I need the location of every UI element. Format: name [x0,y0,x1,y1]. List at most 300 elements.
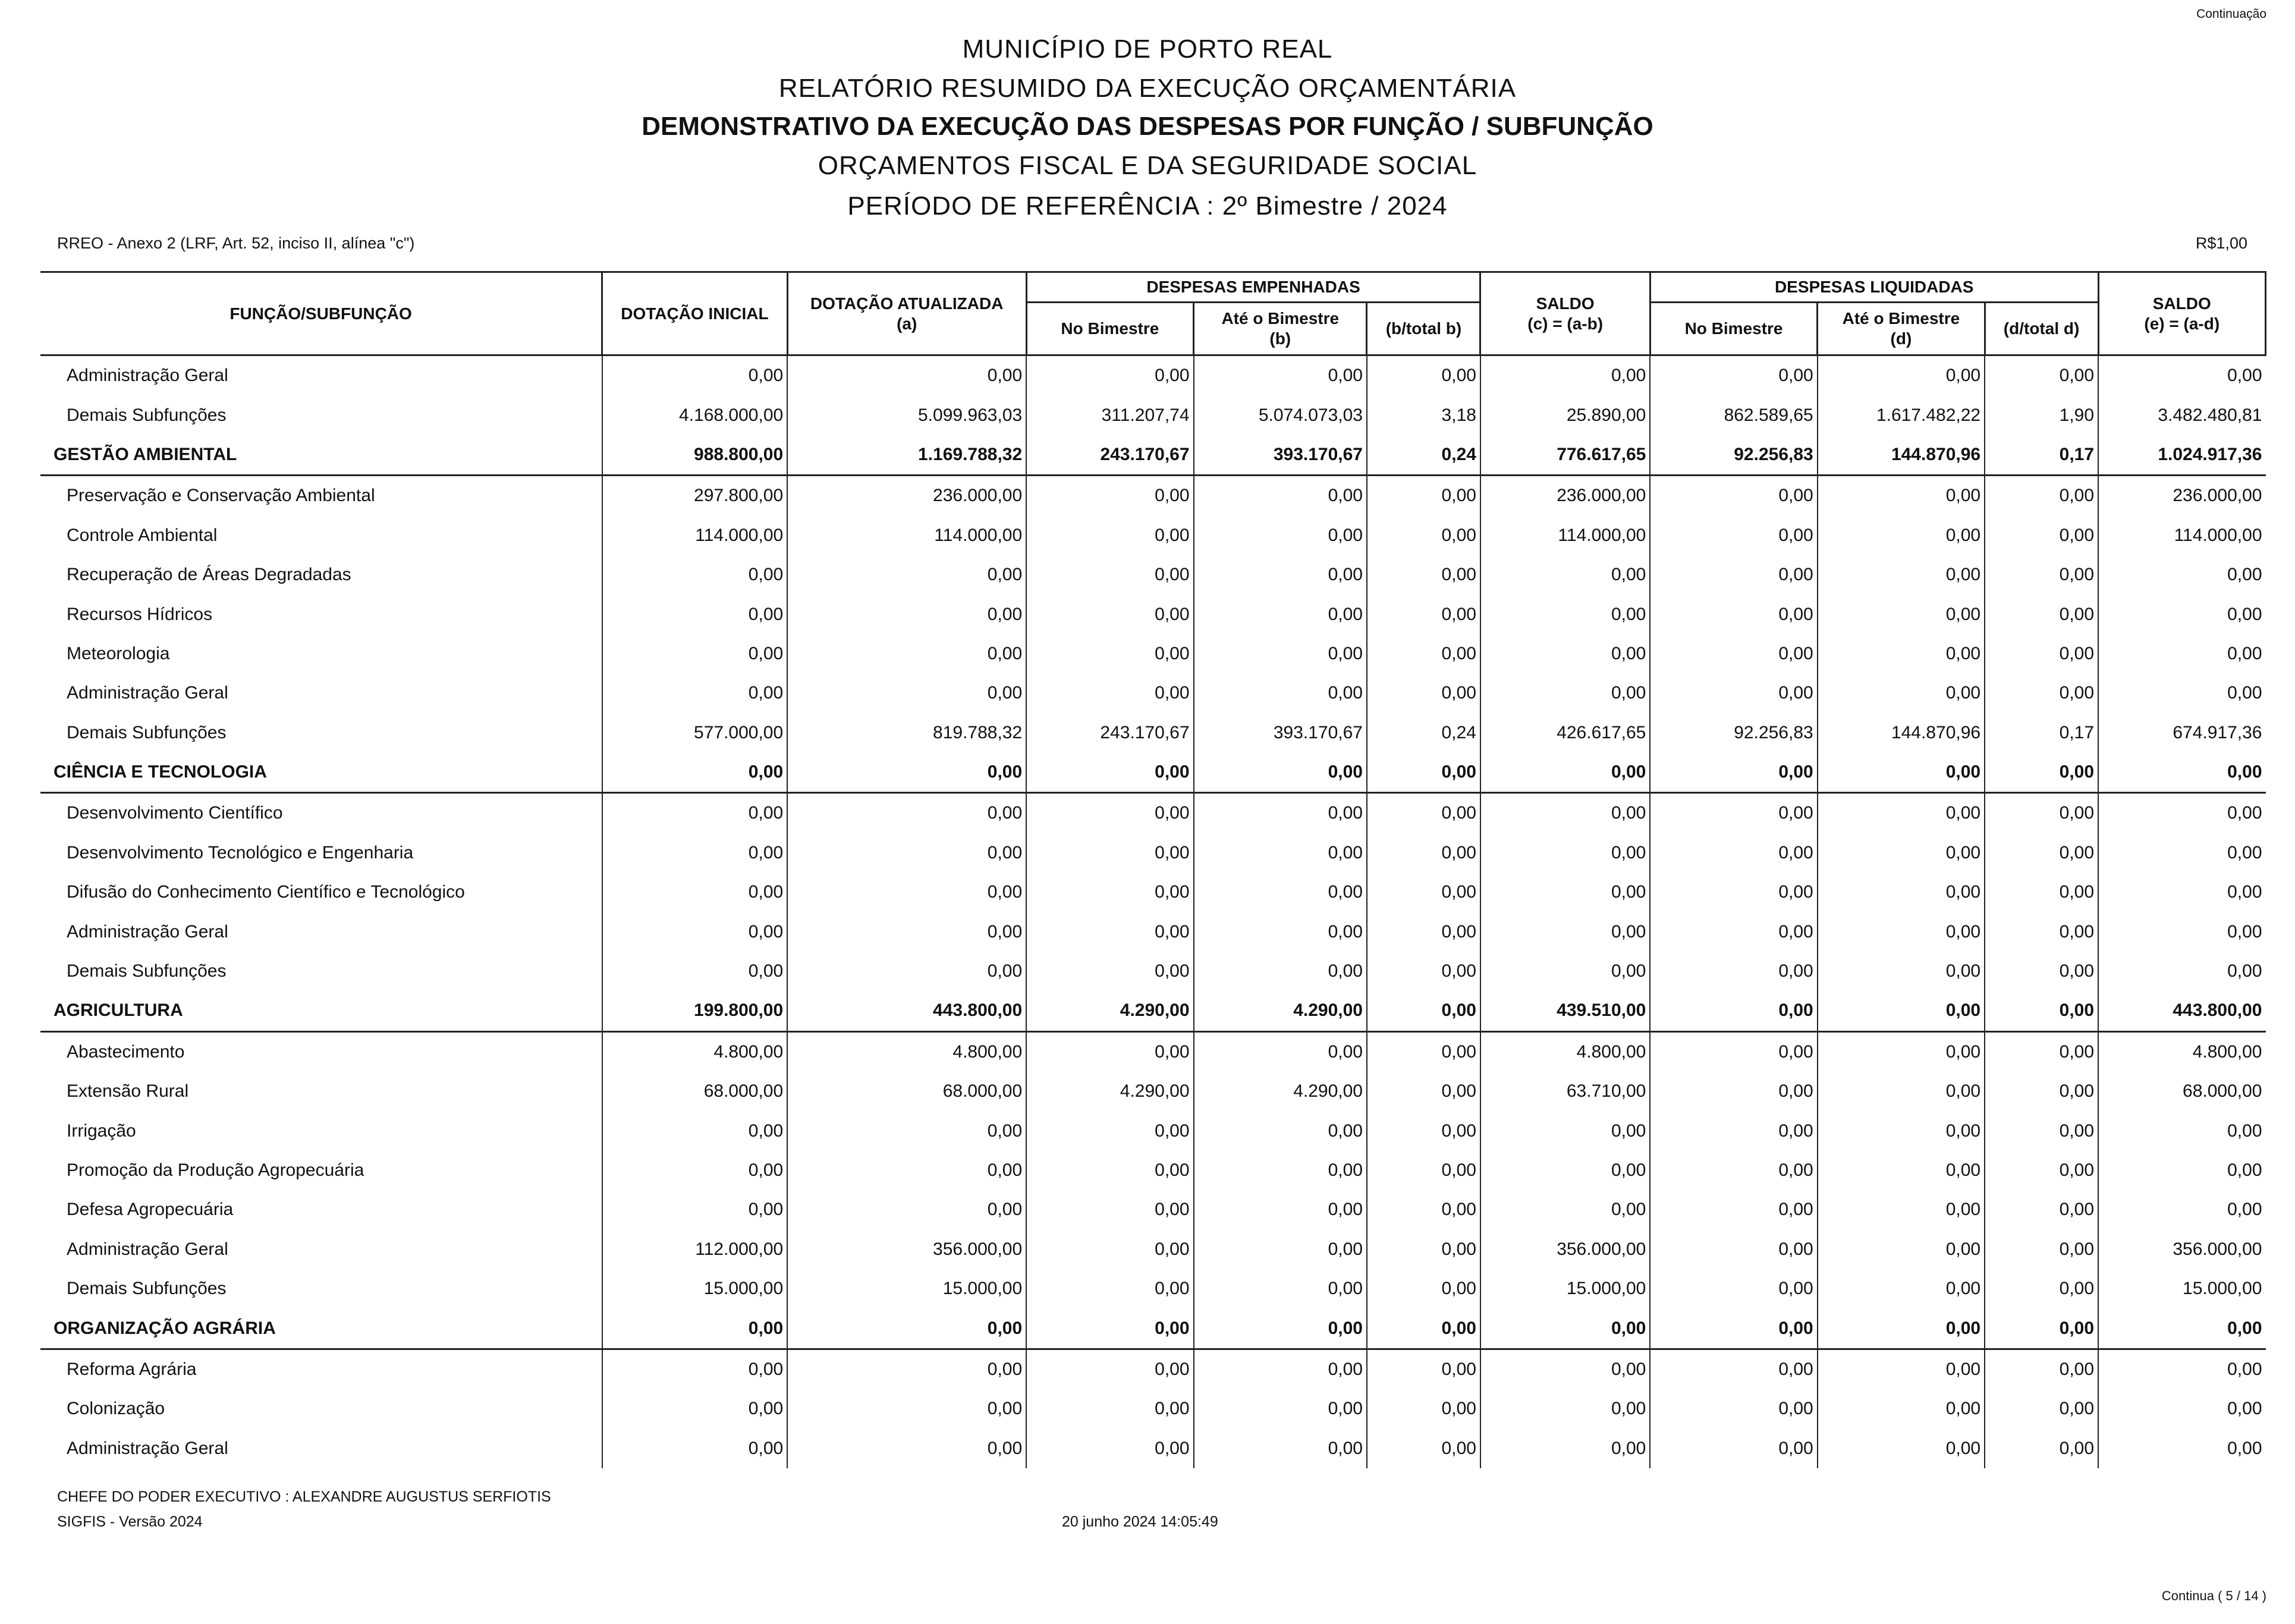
value-cell: 0,00 [787,355,1026,396]
value-cell: 0,00 [1367,634,1480,673]
value-cell: 0,00 [1026,355,1193,396]
value-cell: 0,00 [1026,1111,1193,1150]
value-cell: 243.170,67 [1026,435,1193,476]
value-cell: 243.170,67 [1026,713,1193,753]
value-cell: 0,00 [1194,1429,1367,1468]
value-cell: 4.800,00 [602,1031,788,1072]
value-cell: 0,00 [602,1308,788,1349]
value-cell: 0,00 [602,1190,788,1229]
subfunction-row [40,516,2266,555]
value-cell: 0,00 [1480,1151,1650,1190]
row-label: Desenvolvimento Tecnológico e Engenharia [67,842,414,863]
subfunction-row [40,1349,2266,1389]
value-cell: 0,00 [1818,1072,1985,1111]
value-cell: 0,00 [2098,912,2265,951]
value-cell: 236.000,00 [1480,476,1650,516]
value-cell: 4.800,00 [2098,1031,2265,1072]
value-cell: 0,00 [602,753,788,793]
value-cell: 0,00 [787,1111,1026,1150]
value-cell: 0,00 [1985,1269,2098,1308]
value-cell: 1.617.482,22 [1818,395,1985,435]
value-cell: 0,00 [602,833,788,873]
row-label: Colonização [67,1399,165,1419]
value-cell: 0,00 [1985,912,2098,951]
value-cell: 0,00 [1650,1429,1817,1468]
value-cell: 112.000,00 [602,1230,788,1269]
value-cell: 144.870,96 [1818,435,1985,476]
value-cell: 0,00 [1818,1269,1985,1308]
value-cell: 0,17 [1985,435,2098,476]
row-label: Administração Geral [67,1438,228,1458]
value-cell: 0,00 [1985,833,2098,873]
value-cell: 0,00 [1818,634,1985,673]
value-cell: 1.169.788,32 [787,435,1026,476]
value-cell: 0,00 [1650,516,1817,555]
value-cell: 0,00 [2098,753,2265,793]
subfunction-row [40,1111,2266,1150]
col-updated: DOTAÇÃO ATUALIZADA (a) [787,272,1026,355]
value-cell: 0,00 [787,1349,1026,1389]
value-cell: 988.800,00 [602,435,788,476]
subfunction-row [40,1031,2266,1072]
period-subtitle: PERÍODO DE REFERÊNCIA : 2º Bimestre / 2024 [847,191,1448,221]
value-cell: 674.917,36 [2098,713,2265,753]
value-cell: 0,00 [787,833,1026,873]
value-cell: 0,00 [1026,753,1193,793]
subfunction-row [40,1389,2266,1428]
value-cell: 0,00 [1194,516,1367,555]
value-cell: 0,00 [1818,516,1985,555]
value-cell: 0,00 [1367,952,1480,991]
value-cell: 0,00 [602,912,788,951]
value-cell: 0,00 [1985,634,2098,673]
value-cell: 0,00 [1367,833,1480,873]
row-label: Extensão Rural [67,1081,189,1101]
subfunction-row [40,873,2266,912]
value-cell: 0,00 [2098,1429,2265,1468]
value-cell: 0,00 [2098,873,2265,912]
value-cell: 0,00 [787,1190,1026,1229]
value-cell: 0,00 [2098,793,2265,833]
row-label: AGRICULTURA [40,991,602,1031]
value-cell: 0,00 [1194,1111,1367,1150]
value-cell: 0,00 [1650,912,1817,951]
value-cell: 0,00 [1194,912,1367,951]
value-cell: 0,00 [1480,753,1650,793]
municipality-title: MUNICÍPIO DE PORTO REAL [962,34,1333,64]
value-cell: 0,00 [1818,555,1985,594]
value-cell: 0,00 [1367,516,1480,555]
value-cell: 0,00 [1480,1389,1650,1428]
value-cell: 0,00 [1194,634,1367,673]
value-cell: 0,00 [1026,1429,1193,1468]
value-cell: 0,00 [2098,1190,2265,1229]
value-cell: 4.290,00 [1026,1072,1193,1111]
statement-title: DEMONSTRATIVO DA EXECUÇÃO DAS DESPESAS POR FUNÇÃO / SUBFUNÇÃO [642,112,1653,141]
value-cell: 0,00 [1818,1349,1985,1389]
col-function: FUNÇÃO/SUBFUNÇÃO [40,272,602,355]
row-label: Administração Geral [67,1239,228,1259]
value-cell: 0,00 [1818,594,1985,634]
value-cell: 0,00 [1650,355,1817,396]
value-cell: 0,00 [1367,1230,1480,1269]
value-cell: 0,00 [1026,594,1193,634]
value-cell: 0,00 [1818,873,1985,912]
value-cell: 114.000,00 [787,516,1026,555]
value-cell: 144.870,96 [1818,713,1985,753]
value-cell: 0,00 [2098,1111,2265,1150]
col-committed-pct: (b/total b) [1367,303,1480,355]
value-cell: 0,00 [602,1349,788,1389]
row-label: Controle Ambiental [67,525,218,545]
annex-reference: RREO - Anexo 2 (LRF, Art. 52, inciso II, alínea "c") [57,234,415,252]
value-cell: 0,00 [1818,991,1985,1031]
subfunction-row [40,355,2266,396]
value-cell: 0,00 [1985,952,2098,991]
value-cell: 0,00 [1367,1389,1480,1428]
value-cell: 0,00 [1480,833,1650,873]
value-cell: 114.000,00 [1480,516,1650,555]
row-label: Abastecimento [67,1041,185,1062]
subfunction-row [40,476,2266,516]
row-label: Demais Subfunções [67,961,227,981]
value-cell: 443.800,00 [787,991,1026,1031]
value-cell: 0,00 [787,873,1026,912]
value-cell: 0,00 [1026,1308,1193,1349]
value-cell: 356.000,00 [787,1230,1026,1269]
row-label: Demais Subfunções [67,722,227,742]
value-cell: 0,00 [1367,594,1480,634]
value-cell: 393.170,67 [1194,435,1367,476]
value-cell: 0,00 [787,594,1026,634]
value-cell: 0,00 [1480,1190,1650,1229]
value-cell: 0,00 [1650,1190,1817,1229]
value-cell: 0,00 [1367,753,1480,793]
col-settled-bimester: No Bimestre [1650,303,1817,355]
value-cell: 0,00 [1194,1349,1367,1389]
value-cell: 0,00 [787,1151,1026,1190]
value-cell: 0,00 [1194,1389,1367,1428]
value-cell: 0,00 [1026,793,1193,833]
row-label: Irrigação [67,1121,136,1141]
value-cell: 0,00 [1480,873,1650,912]
value-cell: 0,00 [1480,1349,1650,1389]
value-cell: 0,00 [1650,991,1817,1031]
value-cell: 0,00 [1026,912,1193,951]
value-cell: 0,00 [1367,476,1480,516]
value-cell: 0,00 [1985,516,2098,555]
value-cell: 0,00 [2098,1349,2265,1389]
value-cell: 0,00 [1818,1230,1985,1269]
expenses-table [40,271,2266,1468]
value-cell: 3.482.480,81 [2098,395,2265,435]
value-cell: 1,90 [1985,395,2098,435]
value-cell: 0,00 [1194,1151,1367,1190]
value-cell: 0,00 [1480,1429,1650,1468]
generated-timestamp: 20 junho 2024 14:05:49 [1062,1513,1218,1530]
value-cell: 0,00 [602,673,788,713]
value-cell: 0,00 [787,753,1026,793]
row-label: ORGANIZAÇÃO AGRÁRIA [40,1308,602,1349]
value-cell: 0,00 [1985,594,2098,634]
value-cell: 68.000,00 [602,1072,788,1111]
value-cell: 0,00 [1480,555,1650,594]
value-cell: 0,00 [1985,476,2098,516]
subfunction-row [40,952,2266,991]
row-label: GESTÃO AMBIENTAL [40,435,602,476]
value-cell: 0,00 [1985,1190,2098,1229]
value-cell: 114.000,00 [2098,516,2265,555]
value-cell: 0,00 [2098,833,2265,873]
value-cell: 0,00 [1194,1308,1367,1349]
value-cell: 0,00 [1480,912,1650,951]
value-cell: 0,00 [1367,793,1480,833]
value-cell: 0,00 [1026,1389,1193,1428]
value-cell: 0,00 [787,1389,1026,1428]
value-cell: 0,00 [1650,594,1817,634]
value-cell: 0,00 [1650,952,1817,991]
value-cell: 0,00 [1650,793,1817,833]
value-cell: 0,00 [1367,1111,1480,1150]
value-cell: 356.000,00 [2098,1230,2265,1269]
value-cell: 0,00 [1194,673,1367,713]
value-cell: 15.000,00 [2098,1269,2265,1308]
value-cell: 0,00 [1818,1190,1985,1229]
col-balance-e: SALDO (e) = (a-d) [2098,272,2265,355]
value-cell: 236.000,00 [787,476,1026,516]
value-cell: 5.074.073,03 [1194,395,1367,435]
value-cell: 4.290,00 [1026,991,1193,1031]
subfunction-row [40,395,2266,435]
value-cell: 393.170,67 [1194,713,1367,753]
value-cell: 577.000,00 [602,713,788,753]
value-cell: 0,00 [602,1389,788,1428]
value-cell: 0,00 [1194,793,1367,833]
value-cell: 0,00 [1818,1429,1985,1468]
value-cell: 0,00 [1026,1349,1193,1389]
value-cell: 0,00 [1194,555,1367,594]
value-cell: 15.000,00 [1480,1269,1650,1308]
value-cell: 0,00 [1367,1308,1480,1349]
value-cell: 0,00 [1985,991,2098,1031]
subfunction-row [40,1190,2266,1229]
row-label: Administração Geral [67,921,228,942]
row-label: Preservação e Conservação Ambiental [67,486,375,506]
value-cell: 0,00 [602,355,788,396]
value-cell: 0,00 [1367,673,1480,713]
value-cell: 0,00 [1818,952,1985,991]
value-cell: 0,00 [602,555,788,594]
value-cell: 0,00 [1650,1151,1817,1190]
value-cell: 0,00 [602,1429,788,1468]
function-row [40,1308,2266,1349]
value-cell: 4.290,00 [1194,991,1367,1031]
row-label: Administração Geral [67,683,228,703]
value-cell: 0,00 [1985,1349,2098,1389]
value-cell: 0,00 [1818,673,1985,713]
value-cell: 0,00 [1194,833,1367,873]
value-cell: 0,00 [787,912,1026,951]
value-cell: 0,00 [602,873,788,912]
value-cell: 0,00 [1818,753,1985,793]
subfunction-row [40,713,2266,753]
subfunction-row [40,555,2266,594]
value-cell: 0,00 [2098,355,2265,396]
value-cell: 0,00 [1818,1111,1985,1150]
col-committed-to-date: Até o Bimestre (b) [1194,303,1367,355]
value-cell: 0,00 [1985,1389,2098,1428]
value-cell: 0,00 [1026,1230,1193,1269]
value-cell: 0,00 [787,1429,1026,1468]
table-body [40,355,2266,1468]
row-label: Desenvolvimento Científico [67,803,283,823]
value-cell: 0,00 [1026,516,1193,555]
value-cell: 0,00 [602,1151,788,1190]
value-cell: 0,00 [1650,555,1817,594]
value-cell: 0,00 [1985,873,2098,912]
row-label: Difusão do Conhecimento Científico e Tecnológico [67,882,465,902]
value-cell: 0,00 [1367,355,1480,396]
row-label: Defesa Agropecuária [67,1200,234,1220]
value-cell: 0,00 [787,634,1026,673]
value-cell: 0,00 [1818,476,1985,516]
value-cell: 0,00 [1367,555,1480,594]
value-cell: 0,00 [2098,555,2265,594]
value-cell: 0,00 [2098,673,2265,713]
value-cell: 0,00 [1367,1190,1480,1229]
value-cell: 0,00 [2098,1308,2265,1349]
value-cell: 0,24 [1367,713,1480,753]
value-cell: 0,00 [1650,1349,1817,1389]
value-cell: 0,00 [1367,873,1480,912]
value-cell: 0,00 [1650,476,1817,516]
function-row [40,991,2266,1031]
row-label: Recursos Hídricos [67,604,213,624]
value-cell: 0,00 [1818,833,1985,873]
row-label: Meteorologia [67,643,170,663]
row-label: Recuperação de Áreas Degradadas [67,565,351,585]
value-cell: 0,00 [1650,1269,1817,1308]
value-cell: 0,00 [2098,952,2265,991]
value-cell: 0,17 [1985,713,2098,753]
value-cell: 439.510,00 [1480,991,1650,1031]
value-cell: 0,00 [1194,753,1367,793]
chief-executive: CHEFE DO PODER EXECUTIVO : ALEXANDRE AUGUSTUS SERFIOTIS [57,1488,551,1505]
value-cell: 0,00 [1367,1269,1480,1308]
value-cell: 0,00 [1367,912,1480,951]
value-cell: 776.617,65 [1480,435,1650,476]
value-cell: 0,00 [1650,1308,1817,1349]
value-cell: 0,00 [1480,673,1650,713]
value-cell: 0,00 [1650,753,1817,793]
value-cell: 0,00 [1026,634,1193,673]
value-cell: 92.256,83 [1650,435,1817,476]
value-cell: 0,00 [1985,1308,2098,1349]
row-label: Reforma Agrária [67,1359,197,1379]
row-label: Promoção da Produção Agropecuária [67,1160,364,1180]
value-cell: 0,00 [1367,1349,1480,1389]
value-cell: 3,18 [1367,395,1480,435]
value-cell: 0,00 [1026,476,1193,516]
value-cell: 0,00 [1650,873,1817,912]
value-cell: 443.800,00 [2098,991,2265,1031]
subfunction-row [40,912,2266,951]
value-cell: 0,00 [787,1308,1026,1349]
value-cell: 0,00 [1194,1230,1367,1269]
value-cell: 0,00 [1194,476,1367,516]
value-cell: 862.589,65 [1650,395,1817,435]
value-cell: 0,00 [1985,1151,2098,1190]
value-cell: 0,00 [1194,1031,1367,1072]
value-cell: 0,00 [1985,673,2098,713]
value-cell: 0,00 [1480,952,1650,991]
value-cell: 5.099.963,03 [787,395,1026,435]
value-cell: 0,00 [1818,1308,1985,1349]
value-cell: 0,00 [787,673,1026,713]
row-label: CIÊNCIA E TECNOLOGIA [40,753,602,793]
value-cell: 0,00 [602,1111,788,1150]
subfunction-row [40,594,2266,634]
value-cell: 0,00 [1985,555,2098,594]
value-cell: 0,00 [1985,1072,2098,1111]
subfunction-row [40,1072,2266,1111]
row-label: Administração Geral [40,355,602,396]
value-cell: 0,00 [1985,355,2098,396]
value-cell: 0,00 [787,555,1026,594]
value-cell: 0,00 [1480,793,1650,833]
value-cell: 0,00 [1818,912,1985,951]
value-cell: 1.024.917,36 [2098,435,2265,476]
value-cell: 0,00 [1985,753,2098,793]
value-cell: 4.168.000,00 [602,395,788,435]
value-cell: 0,00 [1194,1190,1367,1229]
value-cell: 0,00 [1650,1389,1817,1428]
value-cell: 0,00 [1480,1308,1650,1349]
value-cell: 0,00 [1480,594,1650,634]
value-cell: 15.000,00 [602,1269,788,1308]
subfunction-row [40,793,2266,833]
value-cell: 0,00 [1026,673,1193,713]
value-cell: 0,00 [1026,952,1193,991]
value-cell: 426.617,65 [1480,713,1650,753]
value-cell: 15.000,00 [787,1269,1026,1308]
continuation-label: Continuação [2196,7,2266,21]
value-cell: 0,00 [2098,1389,2265,1428]
value-cell: 0,00 [1985,1429,2098,1468]
col-settled-to-date: Até o Bimestre (d) [1818,303,1985,355]
value-cell: 0,00 [2098,594,2265,634]
value-cell: 0,00 [1650,634,1817,673]
value-cell: 0,00 [1818,1031,1985,1072]
value-cell: 0,00 [602,793,788,833]
value-cell: 0,00 [2098,634,2265,673]
subfunction-row [40,1151,2266,1190]
col-settled-group: DESPESAS LIQUIDADAS [1650,272,2098,303]
value-cell: 297.800,00 [602,476,788,516]
value-cell: 311.207,74 [1026,395,1193,435]
value-cell: 0,00 [602,634,788,673]
col-committed-group: DESPESAS EMPENHADAS [1026,272,1480,303]
value-cell: 0,00 [1985,1230,2098,1269]
value-cell: 0,00 [1480,1111,1650,1150]
value-cell: 0,00 [1194,952,1367,991]
system-version: SIGFIS - Versão 2024 [57,1513,203,1530]
value-cell: 0,00 [1985,1031,2098,1072]
budgets-subtitle: ORÇAMENTOS FISCAL E DA SEGURIDADE SOCIAL [818,151,1477,180]
value-cell: 0,00 [1367,991,1480,1031]
value-cell: 0,00 [1026,873,1193,912]
value-cell: 819.788,32 [787,713,1026,753]
